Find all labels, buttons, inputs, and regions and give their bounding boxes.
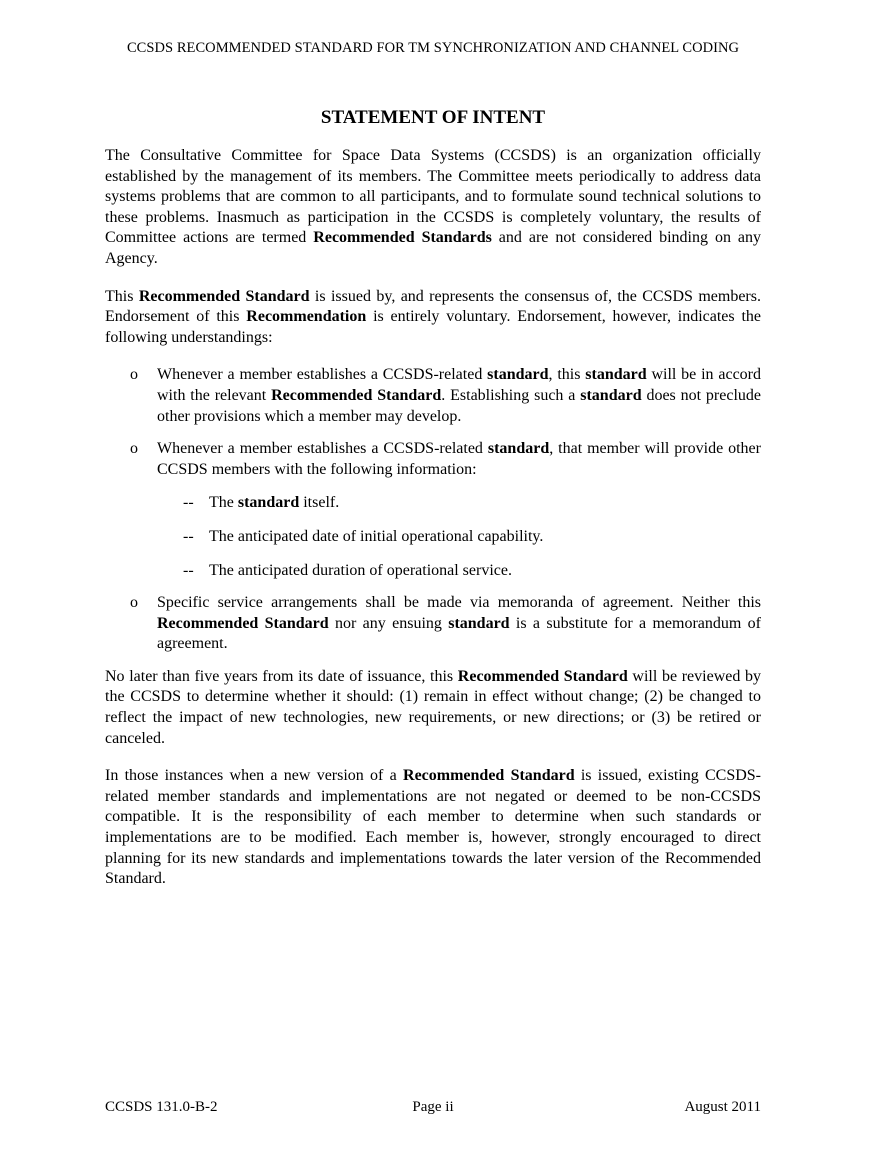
text-run: No later than five years from its date of issuance, this [105, 667, 458, 685]
dash-marker: -- [183, 527, 194, 545]
bold-term: standard [585, 366, 647, 384]
dash-marker: -- [183, 561, 194, 579]
paragraph-endorsement [105, 287, 761, 349]
list-item [105, 593, 761, 655]
text-run: is issued by, and represents the consensus of, the CCSDS members. Endorsement of this [105, 287, 761, 326]
dash-marker: -- [183, 494, 194, 512]
paragraph-ccsds-overview [105, 146, 761, 270]
bold-term: Recommended Standard [403, 767, 575, 785]
text-run: , that member will provide other CCSDS members with the following information: [157, 440, 761, 478]
bold-term: standard [580, 386, 642, 404]
text-run: Specific service arrangements shall be made via memoranda of agreement. Neither this [157, 594, 761, 612]
list-item-text [157, 365, 761, 427]
issue-date: August 2011 [684, 1099, 761, 1115]
text-run: Whenever a member establishes a CCSDS-related [157, 366, 488, 384]
list-item [105, 365, 761, 427]
bold-term: Recommended Standard [271, 386, 442, 404]
bold-term: standard [237, 494, 300, 512]
text-run: . Establishing such a [441, 386, 581, 404]
text-run: The Consultative Committee for Space Data Systems (CCSDS) is an organization officially established by the management of its members. The Committee meets periodically to address data systems problems that are common to all participants, and to formulate sound technical solutions to these problems. Inasmuch as participation in the CCSDS is completely voluntary, the results of Committee actions are termed [105, 147, 761, 247]
understandings-list [105, 365, 761, 655]
text-run: will be reviewed by the CCSDS to determine whether it should: (1) remain in effect without change; (2) be changed to reflect the impact of new technologies, new requirements, or new directions; or (3) be retired or canceled. [105, 667, 761, 747]
paragraph-review-cycle [105, 667, 761, 749]
text-run: and are not considered binding on any Agency. [105, 229, 762, 267]
bold-term: standard [487, 440, 550, 458]
text-run: will be in accord with the relevant [157, 366, 761, 404]
bullet-marker: o [130, 594, 138, 612]
text-run: The [209, 494, 238, 512]
document-id: CCSDS 131.0-B-2 [105, 1099, 218, 1115]
text-run: The anticipated duration of operational service. [209, 561, 512, 579]
text-run: This [105, 287, 139, 305]
text-run: is issued, existing CCSDS-related member standards and implementations are not negated or deemed to be non-CCSDS compatible. It is the responsibility of each member to determine when such standards or implementations are to be modified. Each member is, however, strongly encouraged to direct planning for its new standards and implementations towards the later version of the Recommended Standard. [105, 767, 761, 888]
bold-term: Recommended Standard [157, 614, 329, 632]
text-run: is entirely voluntary. Endorsement, however, indicates the following understandings: [105, 308, 761, 346]
text-run: does not preclude other provisions which a member may develop. [157, 386, 762, 425]
sub-list-item [157, 561, 761, 582]
sub-list-item [157, 527, 761, 548]
text-run: The anticipated date of initial operational capability. [209, 527, 544, 545]
list-item-text [157, 439, 761, 480]
running-header: CCSDS RECOMMENDED STANDARD FOR TM SYNCHRONIZATION AND CHANNEL CODING [126, 40, 740, 56]
bold-term: standard [448, 614, 510, 632]
bullet-marker: o [130, 366, 138, 384]
list-item [105, 439, 761, 581]
information-sub-list [157, 493, 761, 581]
bold-term: standard [487, 366, 549, 384]
bullet-marker: o [130, 440, 138, 458]
text-run: Whenever a member establishes a CCSDS-related [157, 440, 488, 458]
text-run: In those instances when a new version of a [105, 767, 404, 785]
page-number: Page ii [412, 1099, 454, 1115]
text-run: nor any ensuing [328, 614, 449, 632]
text-run: itself. [299, 494, 340, 512]
text-run: , this [548, 366, 586, 384]
bold-term: Recommendation [246, 308, 367, 326]
bold-term: Recommended Standard [457, 667, 628, 685]
paragraph-new-version [105, 766, 761, 890]
bold-term: Recommended Standards [313, 229, 492, 247]
page-title: STATEMENT OF INTENT [320, 107, 546, 128]
text-run: is a substitute for a memorandum of agreement. [157, 614, 761, 653]
list-item-text [157, 593, 761, 655]
page-footer [105, 1097, 761, 1119]
bold-term: Recommended Standard [138, 287, 310, 305]
statement-body [105, 146, 761, 907]
sub-list-item [157, 493, 761, 514]
